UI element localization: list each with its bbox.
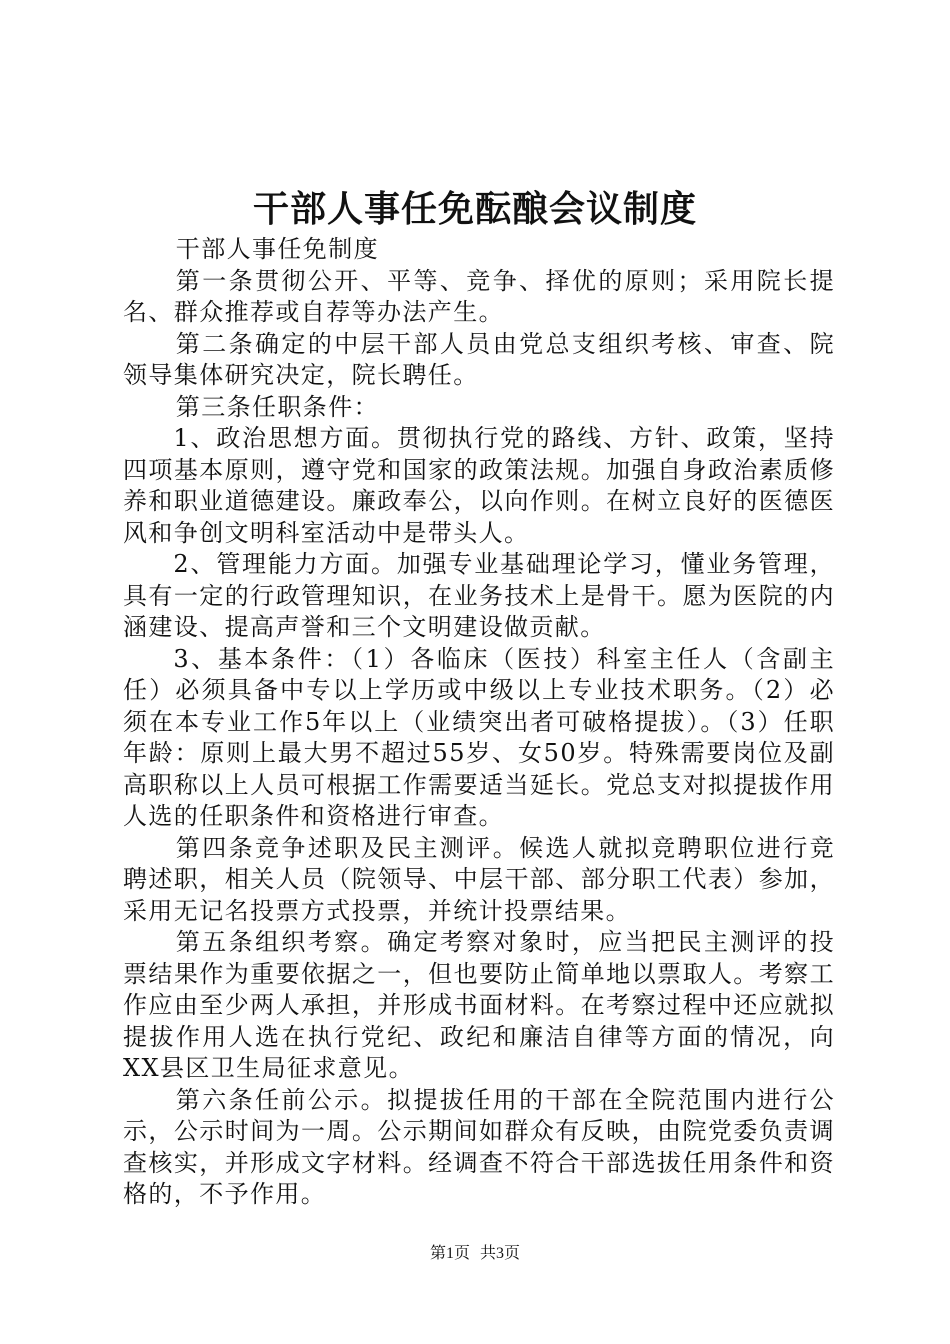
document-body	[123, 234, 835, 1211]
page-total: 共3页	[480, 1245, 521, 1262]
paragraph-condition-2: 2、管理能力方面。加强专业基础理论学习，懂业务管理，具有一定的行政管理知识，在业务技术上是骨干。愿为医院的内涵建设、提高声誉和三个文明建设做贡献。	[123, 550, 835, 641]
page-footer	[0, 1242, 950, 1266]
paragraph-article-4: 第四条竞争述职及民主测评。候选人就拟竞聘职位进行竞聘述职，相关人员（院领导、中层干部、部分职工代表）参加，采用无记名投票方式投票，并统计投票结果。	[123, 833, 835, 925]
paragraph-article-1: 第一条贯彻公开、平等、竞争、择优的原则；采用院长提名、群众推荐或自荐等办法产生。	[123, 266, 835, 326]
paragraph-condition-1: 1、政治思想方面。贯彻执行党的路线、方针、政策，坚持四项基本原则，遵守党和国家的政策法规。加强自身政治素质修养和职业道德建设。廉政奉公，以向作则。在树立良好的医德医风和争创文明科室活动中是带头人。	[123, 424, 835, 547]
page-number: 第1页	[429, 1245, 470, 1262]
paragraph-article-5: 第五条组织考察。确定考察对象时，应当把民主测评的投票结果作为重要依据之一，但也要防止简单地以票取人。考察工作应由至少两人承担，并形成书面材料。在考察过程中还应就拟提拔作用人选在执行党纪、政纪和廉洁自律等方面的情况，向XX县区卫生局征求意见。	[123, 928, 835, 1082]
paragraph-article-2: 第二条确定的中层干部人员由党总支组织考核、审查、院领导集体研究决定，院长聘任。	[123, 329, 835, 389]
paragraph-article-6: 第六条任前公示。拟提拔任用的干部在全院范围内进行公示，公示时间为一周。公示期间如群众有反映，由院党委负责调查核实，并形成文字材料。经调查不符合干部选拔任用条件和资格的，不予作用。	[123, 1085, 835, 1208]
paragraph-condition-3: 3、基本条件：（1）各临床（医技）科室主任人（含副主任）必须具备中专以上学历或中级以上专业技术职务。（2）必须在本专业工作5年以上（业绩突出者可破格提拔）。（3）任职年龄：原则上最大男不超过55岁、女50岁。特殊需要岗位及副高职称以上人员可根据工作需要适当延长。党总支对拟提拔作用人选的任职条件和资格进行审查。	[123, 644, 835, 830]
paragraph-heading: 干部人事任免制度	[175, 235, 379, 263]
paragraph-article-3: 第三条任职条件：	[175, 392, 379, 421]
document-title: 干部人事任免酝酿会议制度	[252, 188, 697, 230]
